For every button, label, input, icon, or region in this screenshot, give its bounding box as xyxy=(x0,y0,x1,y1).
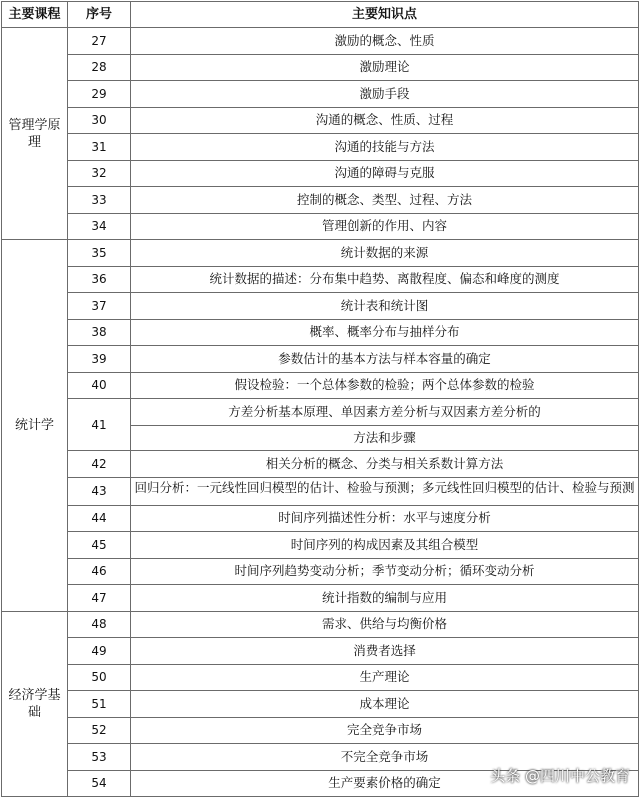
topic-cell-continued: 方法和步骤 xyxy=(131,426,639,451)
table-row xyxy=(2,611,639,638)
seq-cell: 35 xyxy=(68,240,131,267)
seq-cell: 54 xyxy=(68,770,131,797)
seq-cell: 32 xyxy=(68,160,131,187)
seq-cell: 29 xyxy=(68,81,131,108)
seq-cell: 40 xyxy=(68,372,131,399)
table-row xyxy=(2,187,639,214)
table-row xyxy=(2,691,639,718)
table-row xyxy=(2,532,639,559)
table-row xyxy=(2,717,639,744)
topic-cell: 时间序列的构成因素及其组合模型 xyxy=(131,532,639,559)
topic-cell: 概率、概率分布与抽样分布 xyxy=(131,319,639,346)
topic-cell: 参数估计的基本方法与样本容量的确定 xyxy=(131,346,639,373)
header-topic: 主要知识点 xyxy=(131,2,639,28)
seq-cell: 36 xyxy=(68,266,131,293)
topic-cell: 成本理论 xyxy=(131,691,639,718)
table-row xyxy=(2,54,639,81)
topic-cell: 管理创新的作用、内容 xyxy=(131,213,639,240)
table-row xyxy=(2,134,639,161)
table-row xyxy=(2,505,639,532)
seq-cell: 28 xyxy=(68,54,131,81)
seq-cell: 46 xyxy=(68,558,131,585)
table-row xyxy=(2,160,639,187)
topic-cell: 相关分析的概念、分类与相关系数计算方法 xyxy=(131,451,639,478)
course-cell: 管理学原理 xyxy=(2,28,68,240)
seq-cell: 27 xyxy=(68,28,131,55)
seq-cell: 37 xyxy=(68,293,131,320)
topic-cell: 假设检验：一个总体参数的检验；两个总体参数的检验 xyxy=(131,372,639,399)
table-row xyxy=(2,664,639,691)
header-row xyxy=(2,2,639,28)
table-row xyxy=(2,451,639,478)
seq-cell: 34 xyxy=(68,213,131,240)
table-row xyxy=(2,240,639,267)
header-seq: 序号 xyxy=(68,2,131,28)
seq-cell: 47 xyxy=(68,585,131,612)
topic-cell: 时间序列描述性分析：水平与速度分析 xyxy=(131,505,639,532)
topic-cell: 生产理论 xyxy=(131,664,639,691)
seq-cell: 52 xyxy=(68,717,131,744)
topic-cell: 激励的概念、性质 xyxy=(131,28,639,55)
seq-cell: 48 xyxy=(68,611,131,638)
seq-cell: 44 xyxy=(68,505,131,532)
topic-cell: 时间序列趋势变动分析；季节变动分析；循环变动分析 xyxy=(131,558,639,585)
seq-cell: 31 xyxy=(68,134,131,161)
topic-cell: 完全竞争市场 xyxy=(131,717,639,744)
topic-cell: 激励手段 xyxy=(131,81,639,108)
table-row xyxy=(2,266,639,293)
table-row xyxy=(2,585,639,612)
topic-cell: 消费者选择 xyxy=(131,638,639,665)
knowledge-table xyxy=(1,1,639,797)
table-row xyxy=(2,107,639,134)
seq-cell: 50 xyxy=(68,664,131,691)
topic-cell: 方差分析基本原理、单因素方差分析与双因素方差分析的 xyxy=(131,399,639,426)
watermark: 头条 @四川中公教育 xyxy=(490,767,630,785)
table-row xyxy=(2,81,639,108)
table-row xyxy=(2,638,639,665)
seq-cell: 51 xyxy=(68,691,131,718)
topic-cell: 回归分析：一元线性回归模型的估计、检验与预测；多元线性回归模型的估计、检验与预测 xyxy=(131,477,639,505)
table-row xyxy=(2,346,639,373)
topic-cell: 激励理论 xyxy=(131,54,639,81)
topic-cell: 沟通的概念、性质、过程 xyxy=(131,107,639,134)
topic-cell: 统计数据的描述：分布集中趋势、离散程度、偏态和峰度的测度 xyxy=(131,266,639,293)
seq-cell: 43 xyxy=(68,477,131,505)
topic-cell: 统计数据的来源 xyxy=(131,240,639,267)
seq-cell: 53 xyxy=(68,744,131,771)
table-row xyxy=(2,558,639,585)
topic-cell: 需求、供给与均衡价格 xyxy=(131,611,639,638)
seq-cell: 30 xyxy=(68,107,131,134)
topic-cell: 统计表和统计图 xyxy=(131,293,639,320)
seq-cell: 42 xyxy=(68,451,131,478)
course-cell: 经济学基础 xyxy=(2,611,68,797)
table-row xyxy=(2,372,639,399)
topic-cell: 不完全竞争市场 xyxy=(131,744,639,771)
table-row xyxy=(2,213,639,240)
table-row xyxy=(2,28,639,55)
seq-cell: 39 xyxy=(68,346,131,373)
topic-cell: 沟通的技能与方法 xyxy=(131,134,639,161)
course-cell: 统计学 xyxy=(2,240,68,612)
topic-cell: 统计指数的编制与应用 xyxy=(131,585,639,612)
seq-cell: 38 xyxy=(68,319,131,346)
seq-cell: 49 xyxy=(68,638,131,665)
topic-cell: 控制的概念、类型、过程、方法 xyxy=(131,187,639,214)
seq-cell: 41 xyxy=(68,399,131,451)
table-row xyxy=(2,399,639,426)
table-row xyxy=(2,319,639,346)
seq-cell: 33 xyxy=(68,187,131,214)
topic-cell: 沟通的障碍与克服 xyxy=(131,160,639,187)
seq-cell: 45 xyxy=(68,532,131,559)
table-row xyxy=(2,293,639,320)
header-course: 主要课程 xyxy=(2,2,68,28)
topic-cell: 生产要素价格的确定 xyxy=(131,770,639,797)
table-row xyxy=(2,477,639,505)
